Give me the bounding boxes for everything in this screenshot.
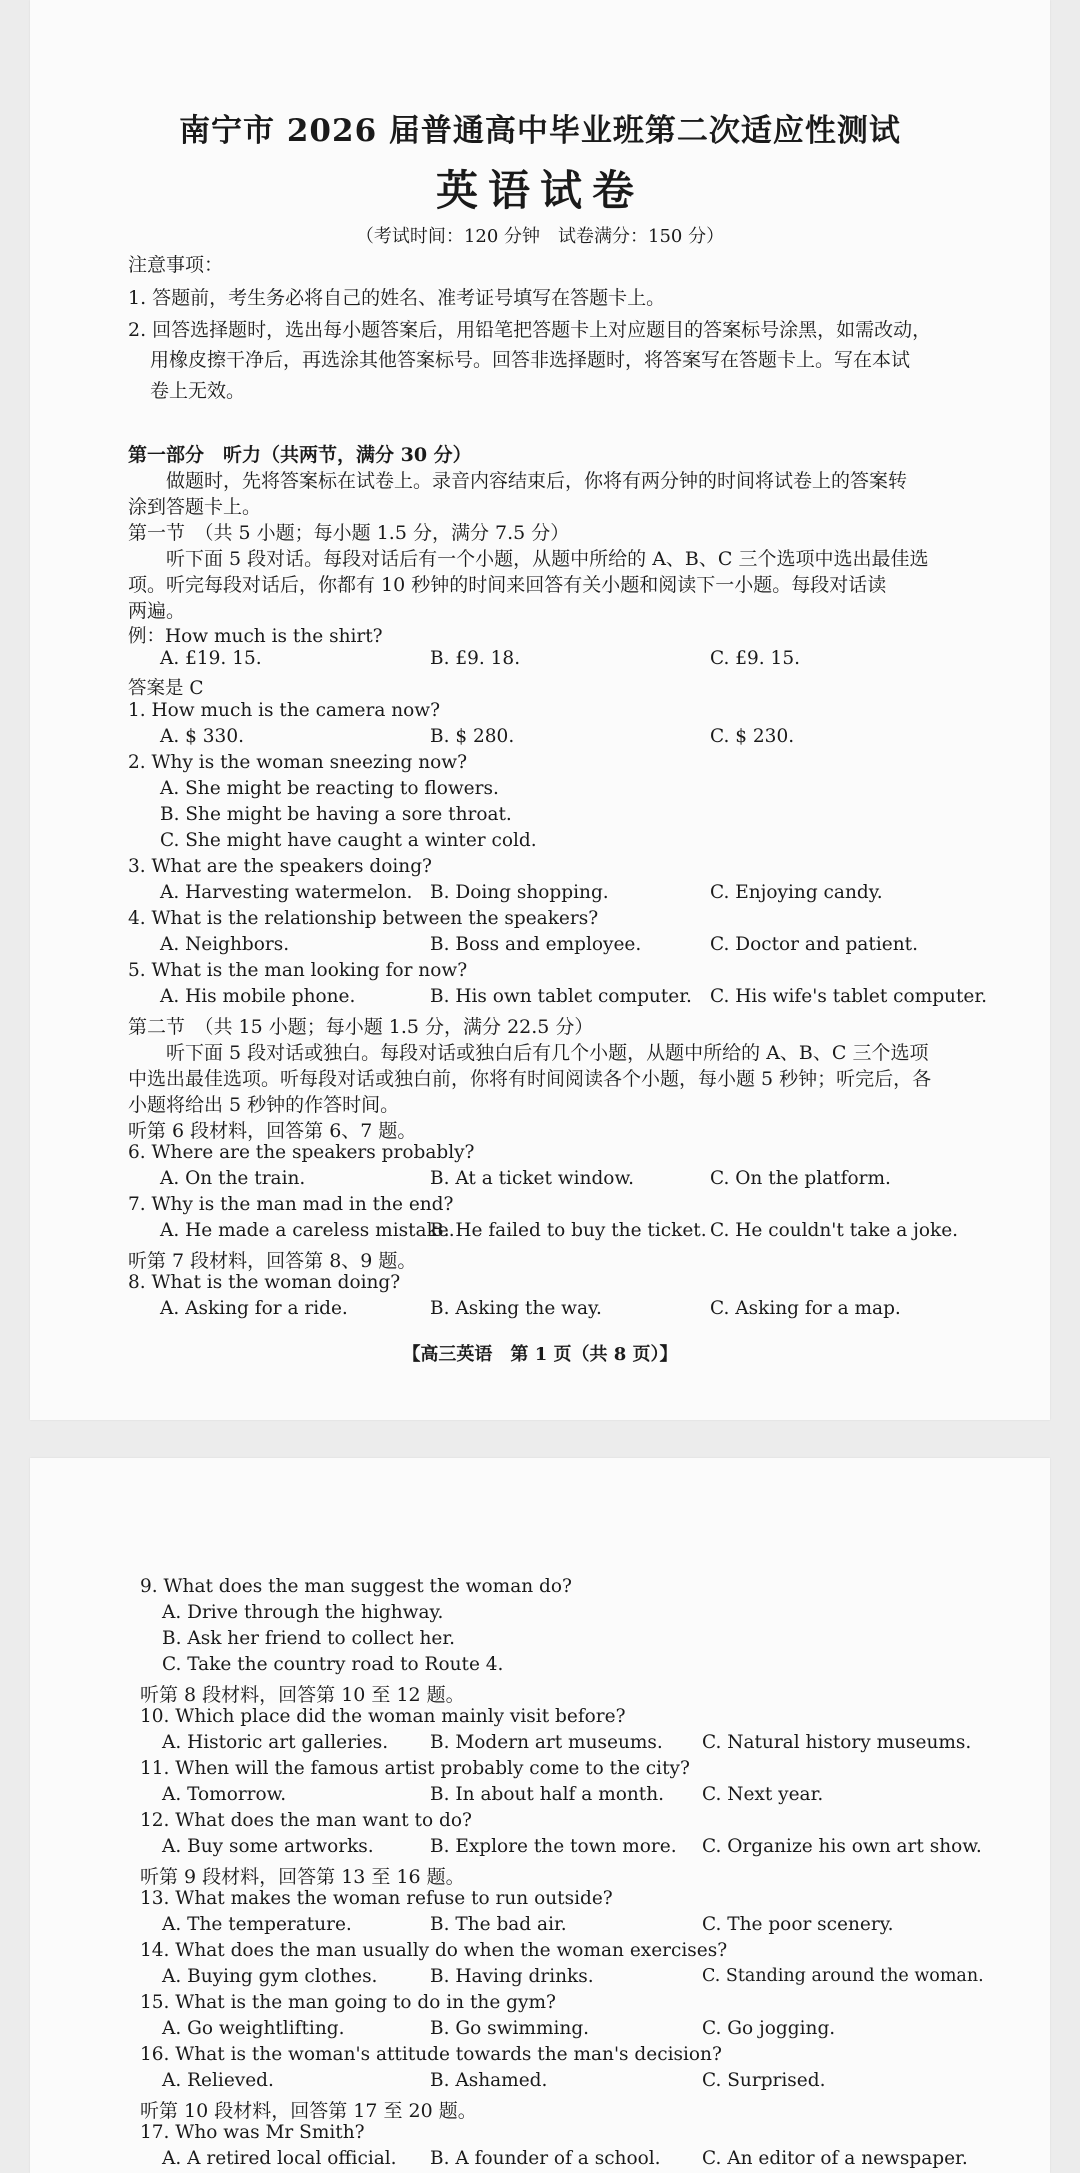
option-b: B. He failed to buy the ticket. (430, 1220, 707, 1241)
section2-intro-line: 听下面 5 段对话或独白。每段对话或独白后有几个小题，从题中所给的 A、B、C 三个选项 (166, 1042, 929, 1064)
option-a: A. Tomorrow. (162, 1784, 287, 1805)
question-stem: 16. What is the woman's attitude towards the man's decision? (140, 2044, 722, 2065)
option-a: A. Relieved. (162, 2070, 274, 2091)
option-b: B. Asking the way. (430, 1298, 602, 1319)
option-b: B. In about half a month. (430, 1784, 665, 1805)
question-stem: 13. What makes the woman refuse to run outside? (140, 1888, 613, 1909)
option-c: C. Enjoying candy. (710, 882, 883, 903)
notice-line: 用橡皮擦干净后，再选涂其他答案标号。回答非选择题时，将答案写在答题卡上。写在本试 (150, 349, 911, 371)
option-a: A. Historic art galleries. (162, 1732, 389, 1753)
question-stem: 4. What is the relationship between the speakers? (128, 908, 599, 929)
option-b: B. Go swimming. (430, 2018, 590, 2039)
question-stem: 6. Where are the speakers probably? (128, 1142, 475, 1163)
option-c: C. Next year. (702, 1784, 824, 1805)
option-c: C. $ 230. (710, 726, 795, 747)
option-b: B. Ask her friend to collect her. (162, 1628, 456, 1649)
option-b: B. The bad air. (430, 1914, 567, 1935)
option-b: B. His own tablet computer. (430, 986, 692, 1007)
question-stem: 10. Which place did the woman mainly visit before? (140, 1706, 626, 1727)
section1-intro-line: 项。听完每段对话后，你都有 10 秒钟的时间来回答有关小题和阅读下一小题。每段对话读 (128, 574, 887, 596)
question-stem: 5. What is the man looking for now? (128, 960, 468, 981)
option-b: B. $ 280. (430, 726, 515, 747)
part1-intro-line: 涂到答题卡上。 (128, 496, 262, 518)
option-a: A. $ 330. (160, 726, 244, 747)
part1-intro-line: 做题时，先将答案标在试卷上。录音内容结束后，你将有两分钟的时间将试卷上的答案转 (166, 470, 908, 492)
option-c: C. On the platform. (710, 1168, 891, 1189)
option-b: B. She might be having a sore throat. (160, 804, 512, 825)
notice-line: 2. 回答选择题时，选出每小题答案后，用铅笔把答题卡上对应题目的答案标号涂黑，如需改动， (128, 319, 932, 341)
exam-page-1 (30, 0, 1050, 1420)
option-c: C. She might have caught a winter cold. (160, 830, 537, 851)
exam-title: 南宁市 2026 届普通高中毕业班第二次适应性测试 (179, 113, 901, 149)
option-a: A. Drive through the highway. (162, 1602, 444, 1623)
option-a: A. Asking for a ride. (160, 1298, 348, 1319)
page-footer: 【高三英语 第 1 页（共 8 页）】 (402, 1344, 678, 1365)
option-c: C. Take the country road to Route 4. (162, 1654, 504, 1675)
section1-intro-line: 两遍。 (128, 600, 186, 622)
question-stem: 2. Why is the woman sneezing now? (128, 752, 468, 773)
option-c: C. An editor of a newspaper. (702, 2148, 968, 2169)
question-stem: 9. What does the man suggest the woman do? (140, 1576, 572, 1597)
example-option-b: B. £9. 18. (430, 648, 521, 669)
option-c: C. Natural history museums. (702, 1732, 972, 1753)
material-heading: 听第 10 段材料，回答第 17 至 20 题。 (140, 2100, 477, 2122)
material-heading: 听第 8 段材料，回答第 10 至 12 题。 (140, 1684, 465, 1706)
option-a: A. Harvesting watermelon. (160, 882, 413, 903)
question-stem: 17. Who was Mr Smith? (140, 2122, 365, 2143)
option-b: B. Having drinks. (430, 1966, 594, 1987)
example-question: 例：How much is the shirt? (128, 626, 383, 647)
question-stem: 8. What is the woman doing? (128, 1272, 401, 1293)
option-c: C. Surprised. (702, 2070, 826, 2091)
question-stem: 11. When will the famous artist probably come to the city? (140, 1758, 690, 1779)
option-a: A. He made a careless mistake. (160, 1220, 455, 1241)
notice-line: 1. 答题前，考生务必将自己的姓名、准考证号填写在答题卡上。 (128, 287, 666, 309)
exam-page-2 (30, 1458, 1050, 2173)
exam-info: （考试时间：120 分钟 试卷满分：150 分） (355, 226, 725, 247)
option-c: C. He couldn't take a joke. (710, 1220, 959, 1241)
question-stem: 14. What does the man usually do when the woman exercises? (140, 1940, 728, 1961)
question-stem: 15. What is the man going to do in the gym? (140, 1992, 556, 2013)
option-b: B. Ashamed. (430, 2070, 548, 2091)
subject-title: 英语试卷 (435, 166, 644, 215)
question-stem: 1. How much is the camera now? (128, 700, 441, 721)
option-a: A. A retired local official. (162, 2148, 397, 2169)
option-b: B. Modern art museums. (430, 1732, 663, 1753)
option-a: A. Go weightlifting. (162, 2018, 345, 2039)
option-c: C. His wife's tablet computer. (710, 986, 988, 1007)
option-a: A. Neighbors. (160, 934, 290, 955)
option-b: B. A founder of a school. (430, 2148, 661, 2169)
option-a: A. She might be reacting to flowers. (160, 778, 499, 799)
option-c: C. Asking for a map. (710, 1298, 901, 1319)
section2-intro-line: 中选出最佳选项。听每段对话或独白前，你将有时间阅读各个小题，每小题 5 秒钟；听完后，各 (128, 1068, 932, 1090)
part1-heading: 第一部分 听力（共两节，满分 30 分） (128, 444, 472, 466)
section2-heading: 第二节 （共 15 小题；每小题 1.5 分，满分 22.5 分） (128, 1016, 594, 1038)
option-a: A. Buy some artworks. (162, 1836, 374, 1857)
example-option-c: C. £9. 15. (710, 648, 800, 669)
option-a: A. His mobile phone. (160, 986, 356, 1007)
example-answer: 答案是 C (128, 678, 204, 699)
notice-line: 卷上无效。 (150, 380, 246, 402)
option-b: B. Boss and employee. (430, 934, 642, 955)
option-c: C. Go jogging. (702, 2018, 836, 2039)
notice-heading: 注意事项： (128, 254, 224, 276)
option-b: B. At a ticket window. (430, 1168, 634, 1189)
question-stem: 3. What are the speakers doing? (128, 856, 432, 877)
material-heading: 听第 6 段材料，回答第 6、7 题。 (128, 1120, 417, 1142)
option-b: B. Explore the town more. (430, 1836, 677, 1857)
option-a: A. The temperature. (162, 1914, 352, 1935)
option-c: C. Doctor and patient. (710, 934, 918, 955)
section1-heading: 第一节 （共 5 小题；每小题 1.5 分，满分 7.5 分） (128, 522, 570, 544)
option-a: A. On the train. (160, 1168, 306, 1189)
example-option-a: A. £19. 15. (160, 648, 262, 669)
question-stem: 7. Why is the man mad in the end? (128, 1194, 454, 1215)
option-b: B. Doing shopping. (430, 882, 609, 903)
material-heading: 听第 7 段材料，回答第 8、9 题。 (128, 1250, 417, 1272)
option-a: A. Buying gym clothes. (162, 1966, 378, 1987)
section1-intro-line: 听下面 5 段对话。每段对话后有一个小题，从题中所给的 A、B、C 三个选项中选出最佳选 (166, 548, 929, 570)
question-stem: 12. What does the man want to do? (140, 1810, 472, 1831)
material-heading: 听第 9 段材料，回答第 13 至 16 题。 (140, 1866, 465, 1888)
section2-intro-line: 小题将给出 5 秒钟的作答时间。 (128, 1094, 400, 1116)
option-c: C. Standing around the woman. (702, 1966, 984, 1986)
option-c: C. The poor scenery. (702, 1914, 894, 1935)
option-c: C. Organize his own art show. (702, 1836, 982, 1857)
